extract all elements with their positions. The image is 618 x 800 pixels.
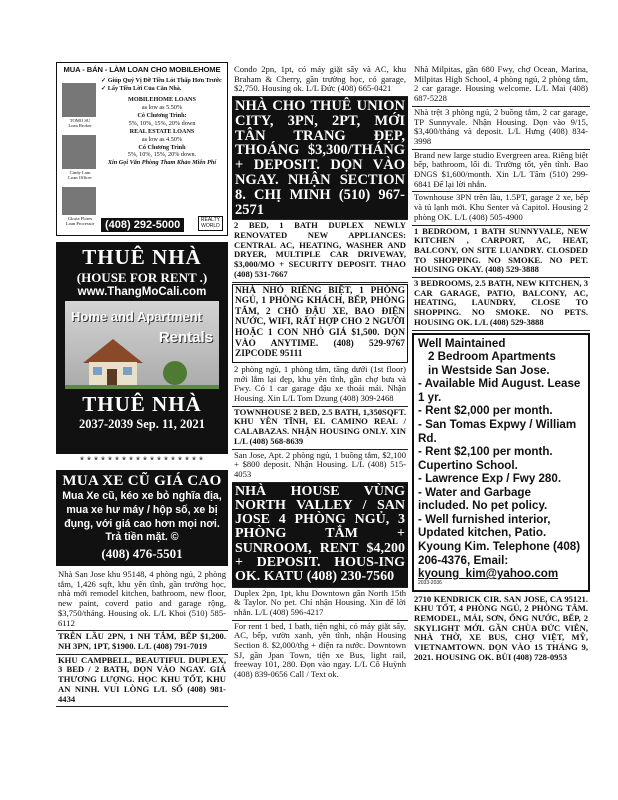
- left-column: [56, 62, 228, 707]
- classified-ad: 1 BEDROOM, 1 BATH SUNNYVALE, NEW KITCHEN , CARPORT, AC, HEAT, BALCONY, ON SITE LUANDRY. CLOSDED TO SHOPPING. NO SMOKE. NO PET. HOUSING OKAY. (408) 529-3888: [412, 226, 590, 279]
- featured-ad: NHÀ HOUSE VÙNG NORTH VALLEY / SAN JOSE 4 PHÒNG NGỦ, 3 PHÒNG TẮM + SUNROOM, RENT $4,200 + DEPOSIT. HOUS-ING OK. KATU (408) 230-7560: [232, 483, 408, 588]
- processor-name: Gloria Flores Loan Processor: [65, 216, 95, 227]
- house-icon: [65, 301, 219, 389]
- mobile-ad-line: Có Chương Trình:: [137, 111, 187, 119]
- mobile-ad-line: Có Chương Trình: [138, 143, 186, 151]
- mobile-ad-bullet: ✓ Lấy Tiền Lời Của Căn Nhà.: [101, 84, 182, 92]
- classified-ad: For rent 1 bed, 1 bath, tiện nghi, có máy giặt sấy, AC, bếp, vườn xanh, yên tĩnh, nhận Housing Section 8. $2,000/thg + điện ra nước. Downtown SJ, gần Jpan Town, tiện xe Bus, light rail, freeway 101, 280. Đọn vào ngay. L/L Cô Huỳnh (408) 839-0656 Call / Text ok.: [234, 620, 406, 680]
- car-ad-title: MUA XE CŨ GIÁ CAO: [62, 473, 222, 489]
- mobile-ad-line: MOBILEHOME LOANS: [128, 95, 196, 103]
- banner-issue: 2037-2039 Sep. 11, 2021: [78, 417, 206, 431]
- ws-subtitle: 2 Bedroom Apartments: [428, 350, 556, 364]
- mobilehome-loan-ad: [56, 62, 228, 236]
- ws-item: - San Tomas Expwy / William Rd.: [418, 417, 577, 445]
- classified-ad: Nhà Milpitas, gần 680 Fwy, chợ Ocean, Marina, Milpitas High School, 4 phòng ngủ, 2 phòng tắm, 2 car garage. Housing welcome. L/L Mai (408) 687-5228: [412, 64, 590, 107]
- featured-ad: NHÀ CHO THUÊ UNION CITY, 3PN, 2PT, MỚI TÂN TRANG ĐẸP, THOÁNG $3,300/THÁNG + DEPOSIT. DỌN VÀO NGAY. NHẬN SECTION 8. CHỊ MINH (510) 967-2571: [232, 97, 408, 220]
- classified-ad: TRÊN LẦU 2PN, 1 NH TẮM, BẾP $1,200. NH 3PN, 1PT, $1900. L/L (408) 791-7019: [56, 631, 228, 654]
- mobile-ad-body: [101, 77, 223, 167]
- classified-ad: Nhà San Jose khu 95148, 4 phòng ngủ, 2 phòng tắm, 1,426 sqft, khu yên tĩnh, gần trường học, nhà mới remodel kitchen, bathroom, new floor, new paint, coverd patio and garage rộng, $3,750/tháng. Housing ok. L/L Khoi (510) 585-6112: [56, 569, 228, 631]
- mobile-ad-line: REAL ESTATE LOANS: [129, 127, 195, 135]
- ws-location: in Westside San Jose.: [428, 363, 550, 377]
- middle-column: [232, 64, 408, 682]
- ws-item: - Available Mid August. Lease 1 yr.: [418, 377, 581, 404]
- right-column: [412, 64, 590, 664]
- mobile-ad-line: as low as 4.50%: [141, 135, 183, 143]
- car-ad-phone: (408) 476-5501: [101, 546, 183, 562]
- mobile-ad-line: 5%, 10%, 15%, 20% down.: [127, 151, 197, 159]
- classified-ad: Brand new large studio Evergreen area. Riêng biệt bếp, bathroom, lối đi. Trường tốt, yên tĩnh. Bao ĐNGS $1,600/month. Xin L/L Tâm (510) 299-6841 Để lại lời nhắn.: [412, 150, 590, 193]
- ws-email-link[interactable]: kyoung_kim@yahoo.com: [418, 567, 559, 581]
- classified-ad: TOWNHOUSE 2 BED, 2.5 BATH, 1,350SQFT. KHU YÊN TĨNH, EL CAMINO REAL / CALABAZAS. NHẬN HOUSING ONLY. XIN L/L (408) 568-8639: [232, 407, 408, 450]
- ws-item: - Lawrence Exp / Fwy 280.: [418, 472, 562, 486]
- ws-item: - Water and Garbage included. No pet policy.: [418, 485, 548, 513]
- westside-apartments-ad: [412, 333, 590, 592]
- ws-title: Well Maintained: [418, 336, 506, 350]
- banner-title: THUÊ NHÀ: [82, 245, 202, 269]
- ws-item: - Rent $2,100 per month. Cupertino School.: [418, 445, 553, 472]
- broker-photo: [62, 83, 96, 117]
- divider-stars: ******************: [78, 457, 206, 468]
- officer-name: Cindy Lam Loan Officer: [68, 170, 92, 181]
- classified-ad: 2710 KENDRICK CIR. SAN JOSE, CA 95121. KHU TỐT, 4 PHÒNG NGỦ, 2 PHÒNG TẮM. REMODEL, MÁI, SƠN, ỐNG NƯỚC, BẾP, 2 SKYLIGHT MỚI. GẦN CHÙA ĐỨC VIÊN, NHÀ THỜ, XE BUS, CHỢ VIỆT, MỸ, VIETNAMTOWN. DỌN VÀO 15 THÁNG 9, 2021. HOUSING OK. BÙI (408) 728-0953: [414, 593, 588, 662]
- mobile-ad-title: MUA - BÁN - LÀM LOAN CHO MOBILEHOME: [63, 65, 221, 74]
- mobile-ad-line: 5%, 10%, 15%, 20% down: [128, 119, 196, 127]
- processor-photo: [62, 187, 96, 215]
- house-image: [65, 301, 219, 389]
- classified-ad: Townhouse 3PN trên lầu, 1.5PT, garage 2 xe, bếp và tủ lạnh mới. Khu Senter và Capitol. Housing 2 phòng OK. L/L (408) 505-4900: [412, 192, 590, 225]
- ws-item: - Well furnished interior, Updated kitchen, Patio.: [418, 512, 551, 540]
- car-ad-body: Mua Xe cũ, kéo xe bỏ nghĩa địa, mua xe hư máy / hộp số, xe bị đụng, với giá cao hơn mọi nơi. Trả tiền mặt. ©: [62, 490, 222, 544]
- classified-ad: 2 BED, 1 BATH DUPLEX NEWLY RENOVATED NEW APPLIANCES: CENTRAL AC, HEATING, WASHER AND DRYER, MULTIPLE CAR DRIVEWAY, $3,000/MO + SECURITY DEPOSIT. THAO (408) 531-7667: [232, 220, 408, 282]
- ws-code: 2033-2036: [418, 579, 442, 586]
- classified-ad: KHU CAMPBELL, BEAUTIFUL DUPLEX, 3 BED / 2 BATH, DỌN VÀO NGAY. GIÁ THƯƠNG LƯỢNG. HỌC KHU TỐT, KHU AN NINH. VUI LÒNG L/L SỐ (408) 981-4434: [56, 655, 228, 708]
- mobile-ad-line: as low as 5.50%: [141, 103, 183, 111]
- classified-ad: 2 phòng ngủ, 1 phòng tắm, tầng dưới (1st floor) mới lắm lại đẹp, khu yên tĩnh, gần chợ bưa và Fwy. Có 1 car garage đậu xe thoải mái. Nhận Housing. Xin L/L Tom Dzung (408) 309-2468: [232, 364, 408, 407]
- mobile-ad-phone: (408) 292-5000: [101, 218, 184, 232]
- classified-ad: 3 BEDROOMS, 2.5 BATH, NEW KITCHEN, 3 CAR GARAGE, PATIO, BALCONY, AC, HEATING, LAUNDRY, CLOSE TO SHOPPING. NO SMOKE. NO PETS. HOUSING OK. L/L (408) 529-3888: [412, 278, 590, 331]
- realty-logo: REALTY WORLD: [198, 216, 223, 231]
- classified-ad: San Jose, Apt. 2 phòng ngủ, 1 buồng tắm, $2,100 + $800 deposit. Nhận Housing. L/L (408) 515-4053: [232, 450, 408, 483]
- classified-ad: Nhà trệt 3 phòng ngủ, 2 buồng tắm, 2 car garage, TP Sunnyvale. Nhận Housing. Dọn vào 9/15, $3,400/tháng và deposit. L/L Hưng (408) 834-3998: [412, 107, 590, 150]
- boxed-ad: NHÀ NHỎ RIÊNG BIỆT, 1 PHÒNG NGỦ, 1 PHÒNG KHÁCH, BẾP, PHÒNG TẮM, 2 CHỖ ĐẬU XE, BAO ĐIỆN NƯỚC, WIFI, RẤT HỢP CHO 2 NGƯỜI HOẶC 1 CON NHỎ GIÁ $1,500. DỌN VÀO ANYTIME. (408) 529-9767 ZIPCODE 95111: [232, 284, 408, 363]
- ws-item: - Rent $2,000 per month.: [418, 404, 553, 418]
- ws-contact: Kyoung Kim. Telephone (408) 206-4376, Email:: [418, 540, 581, 567]
- used-car-ad: [56, 470, 228, 566]
- banner-title-2: THUÊ NHÀ: [82, 392, 202, 416]
- banner-website: www.ThangMoCali.com: [77, 286, 207, 298]
- mobile-ad-line: Xin Gọi Văn Phòng Tham Khảo Miễn Phí: [107, 159, 217, 167]
- rent-banner: [56, 242, 228, 454]
- officer-photo: [62, 135, 96, 169]
- banner-subtitle: (HOUSE FOR RENT .): [76, 270, 208, 285]
- mobile-ad-bullet: ✓ Giúp Quý Vị Đỡ Tiền Lót Thấp Hơn Trước: [101, 77, 222, 84]
- image-caption-1: Home and Apartment: [71, 309, 202, 324]
- image-caption-2: Rentals: [158, 329, 213, 346]
- classified-ad: Duplex 2pn, 1pt, khu Downtown gần North 15th & Taylor. No pet. Chỉ nhận Housing. Xin để lời nhắn. L/L (408) 596-4217: [232, 588, 408, 621]
- broker-name: TOMO SU Loan Broker: [68, 118, 92, 129]
- classified-ad: Condo 2pn, 1pt, có máy giặt sấy và AC, khu Braham & Cherry, gần trường học, có garage, $2,750. Housing ok. L/L Đức (408) 665-0421: [232, 64, 408, 97]
